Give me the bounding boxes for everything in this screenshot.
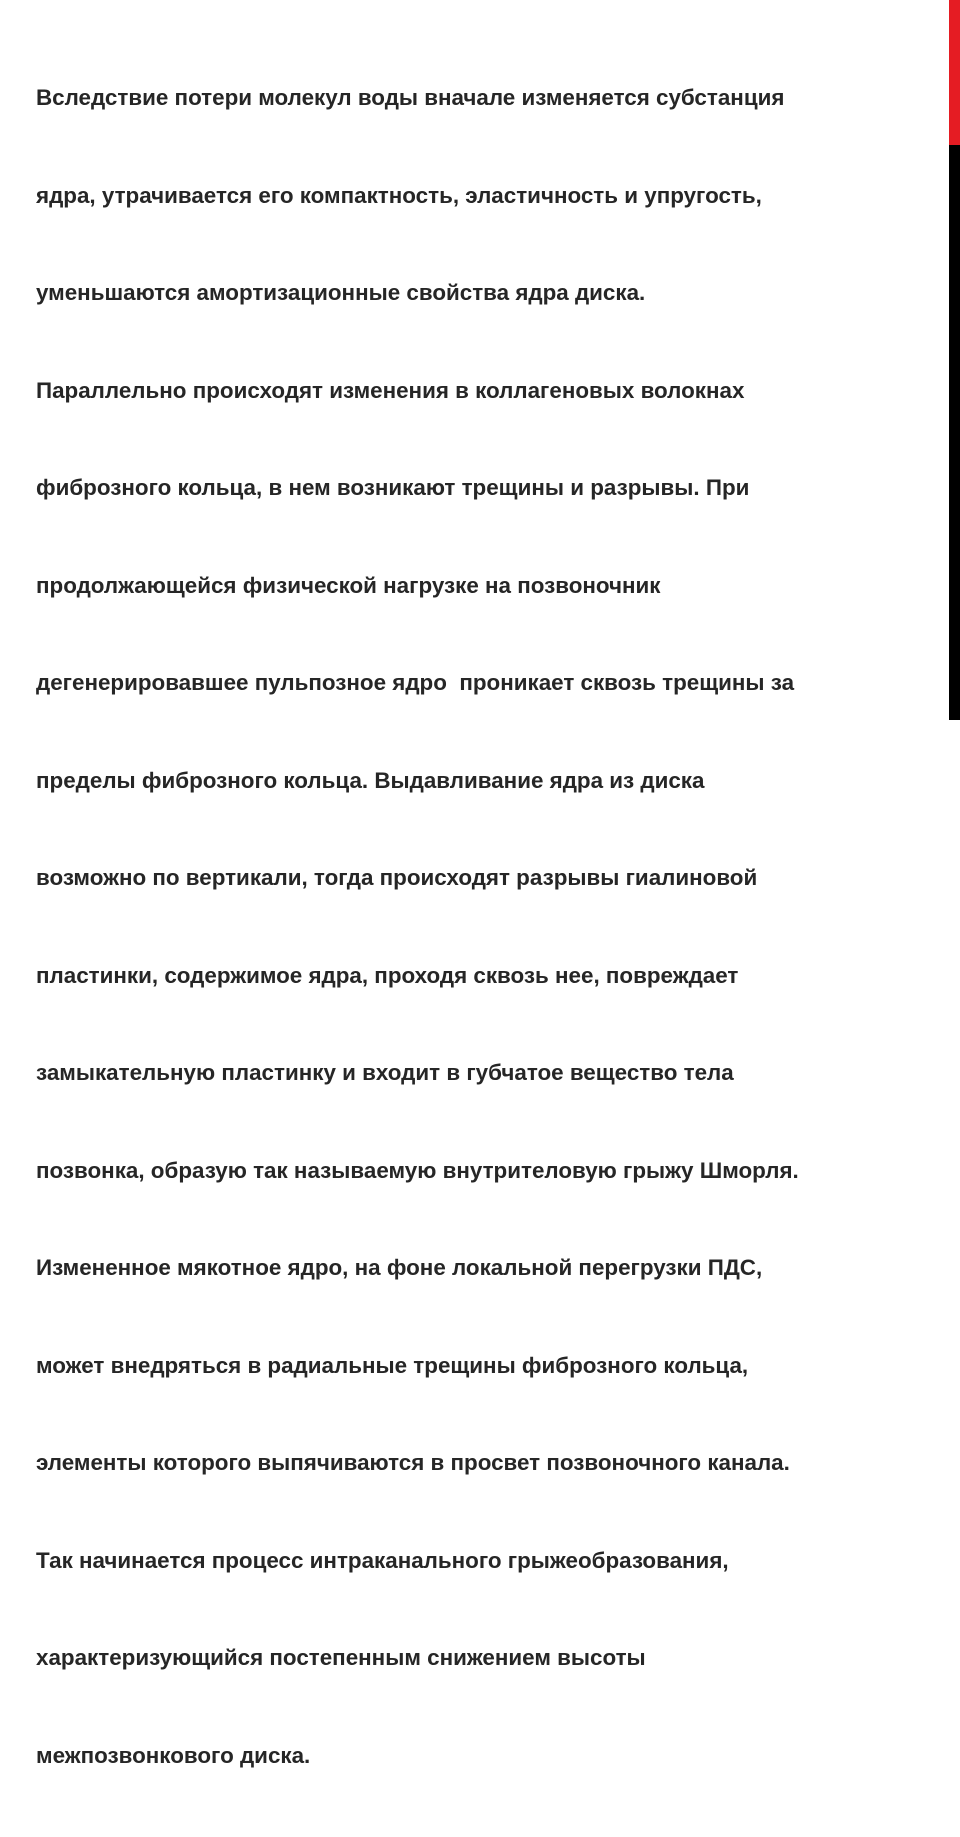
text-line-3: уменьшаются амортизационные свойства ядра диска.	[36, 280, 646, 305]
text-line-10: пластинки, содержимое ядра, проходя сквозь нее, повреждает	[36, 962, 739, 988]
text-line-14: может внедряться в радиальные трещины фиброзного кольца,	[36, 1352, 749, 1378]
text-line-15: элементы которого выпячиваются в просвет позвоночного канала.	[36, 1450, 790, 1475]
text-line-9: возможно по вертикали, тогда происходят разрывы гиалиновой	[36, 865, 758, 890]
text-line-6: продолжающейся физической нагрузке на позвоночник	[36, 572, 661, 598]
body-paragraph	[36, 17, 936, 1837]
text-line-5: фиброзного кольца, в нем возникают трещины и разрывы. При	[36, 475, 750, 500]
text-line-16: Так начинается процесс интраканального грыжеобразования,	[36, 1547, 729, 1573]
text-line-17: характеризующийся постепенным снижением высоты	[36, 1645, 646, 1670]
accent-bar-black	[949, 145, 960, 720]
text-line-12: позвонка, образую так называемую внутрителовую грыжу Шморля.	[36, 1157, 799, 1183]
text-line-7: дегенерировавшее пульпозное ядро проникает сквозь трещины за	[36, 670, 795, 695]
accent-bar-red	[949, 0, 960, 145]
text-line-1: Вследствие потери молекул воды вначале изменяется субстанция	[36, 85, 785, 110]
text-line-8: пределы фиброзного кольца. Выдавливание ядра из диска	[36, 767, 705, 793]
text-line-13: Измененное мякотное ядро, на фоне локальной перегрузки ПДС,	[36, 1255, 763, 1280]
text-line-18: межпозвонкового диска.	[36, 1742, 311, 1768]
text-line-11: замыкательную пластинку и входит в губчатое вещество тела	[36, 1060, 734, 1085]
text-line-2: ядра, утрачивается его компактность, эластичность и упругость,	[36, 182, 762, 208]
text-line-4: Параллельно происходят изменения в коллагеновых волокнах	[36, 377, 745, 403]
